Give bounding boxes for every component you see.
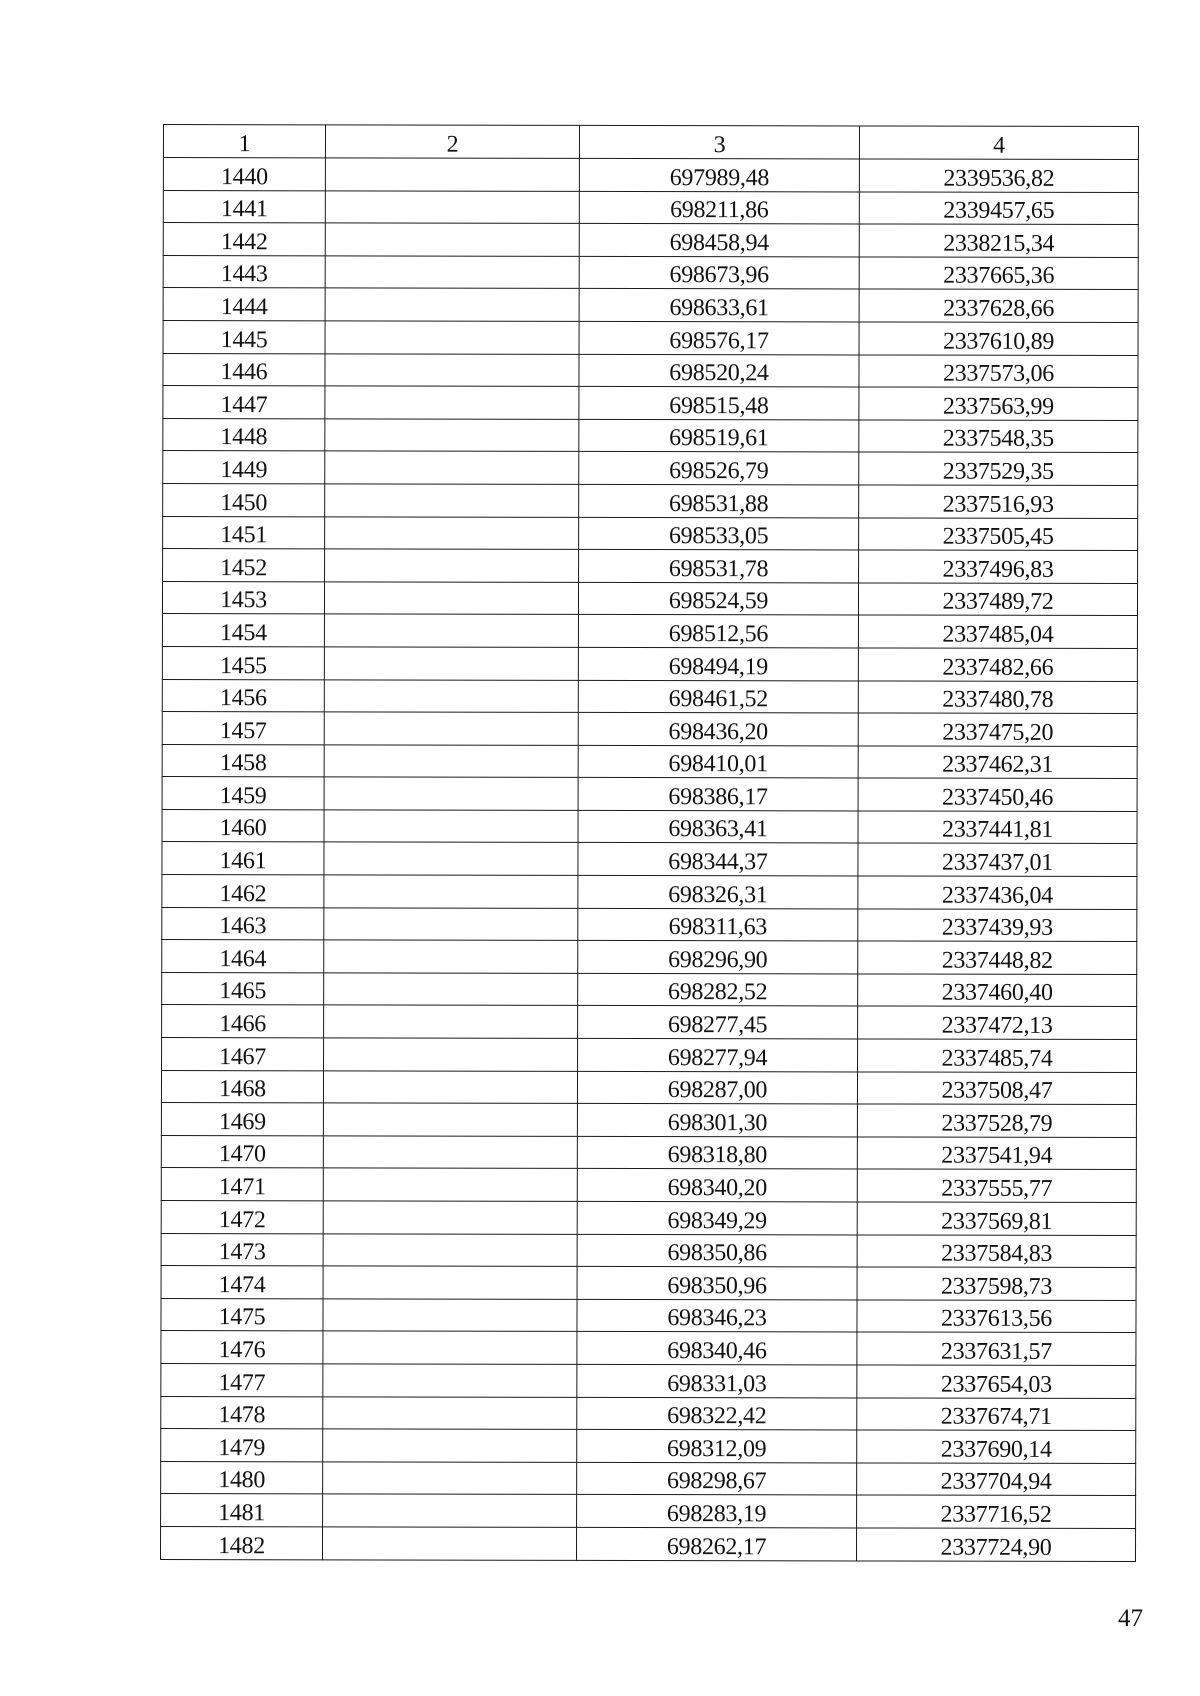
- point-number-cell: 1440: [163, 158, 325, 191]
- y-coordinate-cell: 2337462,31: [858, 746, 1137, 779]
- point-number-cell: 1465: [162, 972, 324, 1005]
- empty-cell: [325, 256, 579, 289]
- table-row: [163, 255, 1138, 290]
- table-row: [163, 549, 1138, 584]
- x-coordinate-cell: 698576,17: [579, 321, 859, 354]
- point-number-cell: 1477: [161, 1363, 323, 1396]
- point-number-cell: 1446: [163, 353, 325, 386]
- y-coordinate-cell: 2337437,01: [858, 843, 1137, 876]
- table-row: [162, 777, 1137, 812]
- table-row: [163, 158, 1138, 193]
- point-number-cell: 1471: [161, 1168, 323, 1201]
- x-coordinate-cell: 698344,37: [578, 843, 858, 876]
- empty-cell: [325, 386, 579, 419]
- x-coordinate-cell: 698322,42: [577, 1397, 857, 1430]
- y-coordinate-cell: 2337654,03: [857, 1365, 1136, 1398]
- table-row: [161, 1331, 1136, 1366]
- x-coordinate-cell: 698633,61: [579, 289, 859, 322]
- empty-cell: [325, 321, 579, 354]
- y-coordinate-cell: 2337665,36: [859, 257, 1138, 290]
- y-coordinate-cell: 2337482,66: [858, 648, 1137, 681]
- x-coordinate-cell: 698386,17: [578, 778, 858, 811]
- empty-cell: [323, 1103, 577, 1136]
- point-number-cell: 1478: [161, 1396, 323, 1429]
- y-coordinate-cell: 2337628,66: [859, 289, 1138, 322]
- empty-cell: [324, 810, 578, 843]
- empty-cell: [324, 614, 578, 647]
- point-number-cell: 1451: [163, 516, 325, 549]
- y-coordinate-cell: 2337541,94: [857, 1137, 1136, 1170]
- point-number-cell: 1447: [163, 386, 325, 419]
- point-number-cell: 1457: [162, 712, 324, 745]
- x-coordinate-cell: 698340,20: [577, 1169, 857, 1202]
- empty-cell: [323, 1299, 577, 1332]
- x-coordinate-cell: 698349,29: [577, 1201, 857, 1234]
- point-number-cell: 1459: [162, 777, 324, 810]
- point-number-cell: 1461: [162, 842, 324, 875]
- empty-cell: [325, 353, 579, 386]
- empty-cell: [325, 158, 579, 191]
- point-number-cell: 1470: [161, 1135, 323, 1168]
- empty-cell: [323, 1331, 577, 1364]
- empty-cell: [325, 190, 579, 223]
- y-coordinate-cell: 2337475,20: [858, 713, 1137, 746]
- point-number-cell: 1453: [162, 581, 324, 614]
- table-row: [162, 907, 1137, 942]
- column-header-3: 3: [579, 125, 859, 159]
- table-row: [163, 483, 1138, 518]
- coordinates-table: [160, 124, 1139, 1562]
- table-row: [163, 288, 1138, 323]
- x-coordinate-cell: 698494,19: [578, 647, 858, 680]
- table-row: [163, 320, 1138, 355]
- y-coordinate-cell: 2337631,57: [857, 1332, 1136, 1365]
- x-coordinate-cell: 698277,94: [578, 1038, 858, 1071]
- x-coordinate-cell: 698461,52: [578, 680, 858, 713]
- empty-cell: [323, 1462, 577, 1495]
- point-number-cell: 1441: [163, 190, 325, 223]
- table-row: [162, 1038, 1137, 1073]
- table-row: [161, 1363, 1136, 1398]
- point-number-cell: 1469: [161, 1103, 323, 1136]
- table-header: [163, 125, 1138, 160]
- y-coordinate-cell: 2337724,90: [856, 1528, 1135, 1561]
- point-number-cell: 1460: [162, 809, 324, 842]
- point-number-cell: 1444: [163, 288, 325, 321]
- table-row: [162, 744, 1137, 779]
- x-coordinate-cell: 698350,86: [577, 1234, 857, 1267]
- empty-cell: [324, 582, 578, 615]
- y-coordinate-cell: 2337674,71: [857, 1398, 1136, 1431]
- x-coordinate-cell: 698331,03: [577, 1364, 857, 1397]
- y-coordinate-cell: 2337448,82: [858, 941, 1137, 974]
- table-row: [161, 1461, 1136, 1496]
- y-coordinate-cell: 2337485,04: [858, 615, 1137, 648]
- x-coordinate-cell: 698312,09: [577, 1430, 857, 1463]
- y-coordinate-cell: 2337489,72: [858, 583, 1137, 616]
- table-row: [163, 223, 1138, 258]
- table-row: [162, 842, 1137, 877]
- table-row: [163, 386, 1138, 421]
- point-number-cell: 1445: [163, 320, 325, 353]
- table-row: [162, 972, 1137, 1007]
- table-row: [161, 1135, 1136, 1170]
- point-number-cell: 1450: [163, 483, 325, 516]
- point-number-cell: 1472: [161, 1200, 323, 1233]
- column-header-2: 2: [325, 125, 579, 159]
- x-coordinate-cell: 698524,59: [578, 582, 858, 615]
- empty-cell: [324, 1005, 578, 1038]
- table-row: [163, 418, 1138, 453]
- empty-cell: [323, 1494, 577, 1527]
- point-number-cell: 1455: [162, 646, 324, 679]
- point-number-cell: 1473: [161, 1233, 323, 1266]
- y-coordinate-cell: 2337505,45: [859, 517, 1138, 550]
- table-row: [161, 1298, 1136, 1333]
- table-row: [161, 1200, 1136, 1235]
- x-coordinate-cell: 698350,96: [577, 1267, 857, 1300]
- y-coordinate-cell: 2339457,65: [859, 192, 1138, 225]
- x-coordinate-cell: 697989,48: [579, 158, 859, 191]
- column-header-1: 1: [163, 125, 325, 158]
- point-number-cell: 1454: [162, 614, 324, 647]
- empty-cell: [324, 777, 578, 810]
- point-number-cell: 1467: [162, 1038, 324, 1071]
- table-row: [162, 940, 1137, 975]
- x-coordinate-cell: 698363,41: [578, 810, 858, 843]
- x-coordinate-cell: 698287,00: [577, 1071, 857, 1104]
- table-row: [163, 516, 1138, 551]
- table-row: [161, 1396, 1136, 1431]
- table-row: [161, 1103, 1136, 1138]
- y-coordinate-cell: 2337613,56: [857, 1300, 1136, 1333]
- table-row: [162, 712, 1137, 747]
- y-coordinate-cell: 2337472,13: [858, 1006, 1137, 1039]
- table-row: [163, 451, 1138, 486]
- empty-cell: [323, 1168, 577, 1201]
- x-coordinate-cell: 698211,86: [579, 191, 859, 224]
- y-coordinate-cell: 2337508,47: [857, 1072, 1136, 1105]
- empty-cell: [324, 679, 578, 712]
- x-coordinate-cell: 698283,19: [577, 1495, 857, 1528]
- x-coordinate-cell: 698515,48: [579, 387, 859, 420]
- x-coordinate-cell: 698531,88: [579, 484, 859, 517]
- empty-cell: [324, 745, 578, 778]
- point-number-cell: 1481: [161, 1494, 323, 1527]
- x-coordinate-cell: 698512,56: [578, 615, 858, 648]
- empty-cell: [323, 1233, 577, 1266]
- point-number-cell: 1442: [163, 223, 325, 256]
- empty-cell: [323, 1396, 577, 1429]
- empty-cell: [324, 973, 578, 1006]
- y-coordinate-cell: 2337555,77: [857, 1169, 1136, 1202]
- x-coordinate-cell: 698277,45: [578, 1006, 858, 1039]
- x-coordinate-cell: 698262,17: [576, 1527, 856, 1560]
- y-coordinate-cell: 2337516,93: [859, 485, 1138, 518]
- y-coordinate-cell: 2337450,46: [858, 778, 1137, 811]
- table-row: [162, 1005, 1137, 1040]
- empty-cell: [324, 1038, 578, 1071]
- header-row: [163, 125, 1138, 160]
- x-coordinate-cell: 698526,79: [579, 452, 859, 485]
- table-row: [162, 581, 1137, 616]
- y-coordinate-cell: 2337529,35: [859, 452, 1138, 485]
- table-row: [163, 190, 1138, 225]
- point-number-cell: 1463: [162, 907, 324, 940]
- point-number-cell: 1480: [161, 1461, 323, 1494]
- table-row: [160, 1526, 1135, 1561]
- empty-cell: [325, 549, 579, 582]
- y-coordinate-cell: 2337528,79: [857, 1104, 1136, 1137]
- y-coordinate-cell: 2337704,94: [857, 1463, 1136, 1496]
- table-row: [163, 353, 1138, 388]
- point-number-cell: 1452: [163, 549, 325, 582]
- y-coordinate-cell: 2337548,35: [859, 420, 1138, 453]
- point-number-cell: 1443: [163, 255, 325, 288]
- y-coordinate-cell: 2337610,89: [859, 322, 1138, 355]
- table-row: [162, 809, 1137, 844]
- y-coordinate-cell: 2337598,73: [857, 1267, 1136, 1300]
- y-coordinate-cell: 2337441,81: [858, 811, 1137, 844]
- y-coordinate-cell: 2337460,40: [858, 974, 1137, 1007]
- point-number-cell: 1456: [162, 679, 324, 712]
- y-coordinate-cell: 2338215,34: [859, 224, 1138, 257]
- x-coordinate-cell: 698519,61: [579, 419, 859, 452]
- y-coordinate-cell: 2337573,06: [859, 355, 1138, 388]
- column-header-4: 4: [859, 126, 1138, 160]
- page-number: 47: [1118, 1605, 1143, 1632]
- empty-cell: [323, 1201, 577, 1234]
- x-coordinate-cell: 698531,78: [579, 549, 859, 582]
- empty-cell: [323, 1136, 577, 1169]
- point-number-cell: 1474: [161, 1266, 323, 1299]
- point-number-cell: 1462: [162, 875, 324, 908]
- x-coordinate-cell: 698298,67: [577, 1462, 857, 1495]
- table-row: [162, 679, 1137, 714]
- table-row: [162, 646, 1137, 681]
- y-coordinate-cell: 2337496,83: [859, 550, 1138, 583]
- empty-cell: [322, 1527, 576, 1560]
- y-coordinate-cell: 2337436,04: [858, 876, 1137, 909]
- empty-cell: [325, 484, 579, 517]
- empty-cell: [324, 842, 578, 875]
- y-coordinate-cell: 2339536,82: [859, 159, 1138, 192]
- empty-cell: [324, 907, 578, 940]
- table-row: [162, 875, 1137, 910]
- table-body: [160, 158, 1138, 1562]
- x-coordinate-cell: 698318,80: [577, 1136, 857, 1169]
- y-coordinate-cell: 2337563,99: [859, 387, 1138, 420]
- empty-cell: [323, 1429, 577, 1462]
- x-coordinate-cell: 698326,31: [578, 875, 858, 908]
- point-number-cell: 1449: [163, 451, 325, 484]
- table-row: [161, 1266, 1136, 1301]
- x-coordinate-cell: 698296,90: [578, 941, 858, 974]
- table-row: [161, 1429, 1136, 1464]
- y-coordinate-cell: 2337584,83: [857, 1235, 1136, 1268]
- y-coordinate-cell: 2337485,74: [858, 1039, 1137, 1072]
- empty-cell: [324, 712, 578, 745]
- y-coordinate-cell: 2337439,93: [858, 909, 1137, 942]
- x-coordinate-cell: 698410,01: [578, 745, 858, 778]
- empty-cell: [325, 451, 579, 484]
- point-number-cell: 1448: [163, 418, 325, 451]
- y-coordinate-cell: 2337716,52: [857, 1495, 1136, 1528]
- table-row: [161, 1233, 1136, 1268]
- point-number-cell: 1458: [162, 744, 324, 777]
- empty-cell: [325, 223, 579, 256]
- empty-cell: [324, 875, 578, 908]
- x-coordinate-cell: 698458,94: [579, 224, 859, 257]
- point-number-cell: 1475: [161, 1298, 323, 1331]
- x-coordinate-cell: 698346,23: [577, 1299, 857, 1332]
- empty-cell: [325, 288, 579, 321]
- x-coordinate-cell: 698301,30: [577, 1104, 857, 1137]
- x-coordinate-cell: 698340,46: [577, 1332, 857, 1365]
- point-number-cell: 1464: [162, 940, 324, 973]
- table-row: [161, 1168, 1136, 1203]
- table-row: [162, 614, 1137, 649]
- y-coordinate-cell: 2337690,14: [857, 1430, 1136, 1463]
- empty-cell: [323, 1364, 577, 1397]
- point-number-cell: 1476: [161, 1331, 323, 1364]
- empty-cell: [325, 516, 579, 549]
- point-number-cell: 1479: [161, 1429, 323, 1462]
- point-number-cell: 1468: [161, 1070, 323, 1103]
- empty-cell: [323, 1070, 577, 1103]
- point-number-cell: 1482: [160, 1526, 322, 1559]
- x-coordinate-cell: 698436,20: [578, 712, 858, 745]
- empty-cell: [325, 419, 579, 452]
- empty-cell: [323, 1266, 577, 1299]
- x-coordinate-cell: 698533,05: [579, 517, 859, 550]
- empty-cell: [324, 647, 578, 680]
- x-coordinate-cell: 698282,52: [578, 973, 858, 1006]
- y-coordinate-cell: 2337480,78: [858, 680, 1137, 713]
- x-coordinate-cell: 698673,96: [579, 256, 859, 289]
- empty-cell: [324, 940, 578, 973]
- x-coordinate-cell: 698311,63: [578, 908, 858, 941]
- y-coordinate-cell: 2337569,81: [857, 1202, 1136, 1235]
- x-coordinate-cell: 698520,24: [579, 354, 859, 387]
- table-row: [161, 1494, 1136, 1529]
- point-number-cell: 1466: [162, 1005, 324, 1038]
- table-row: [161, 1070, 1136, 1105]
